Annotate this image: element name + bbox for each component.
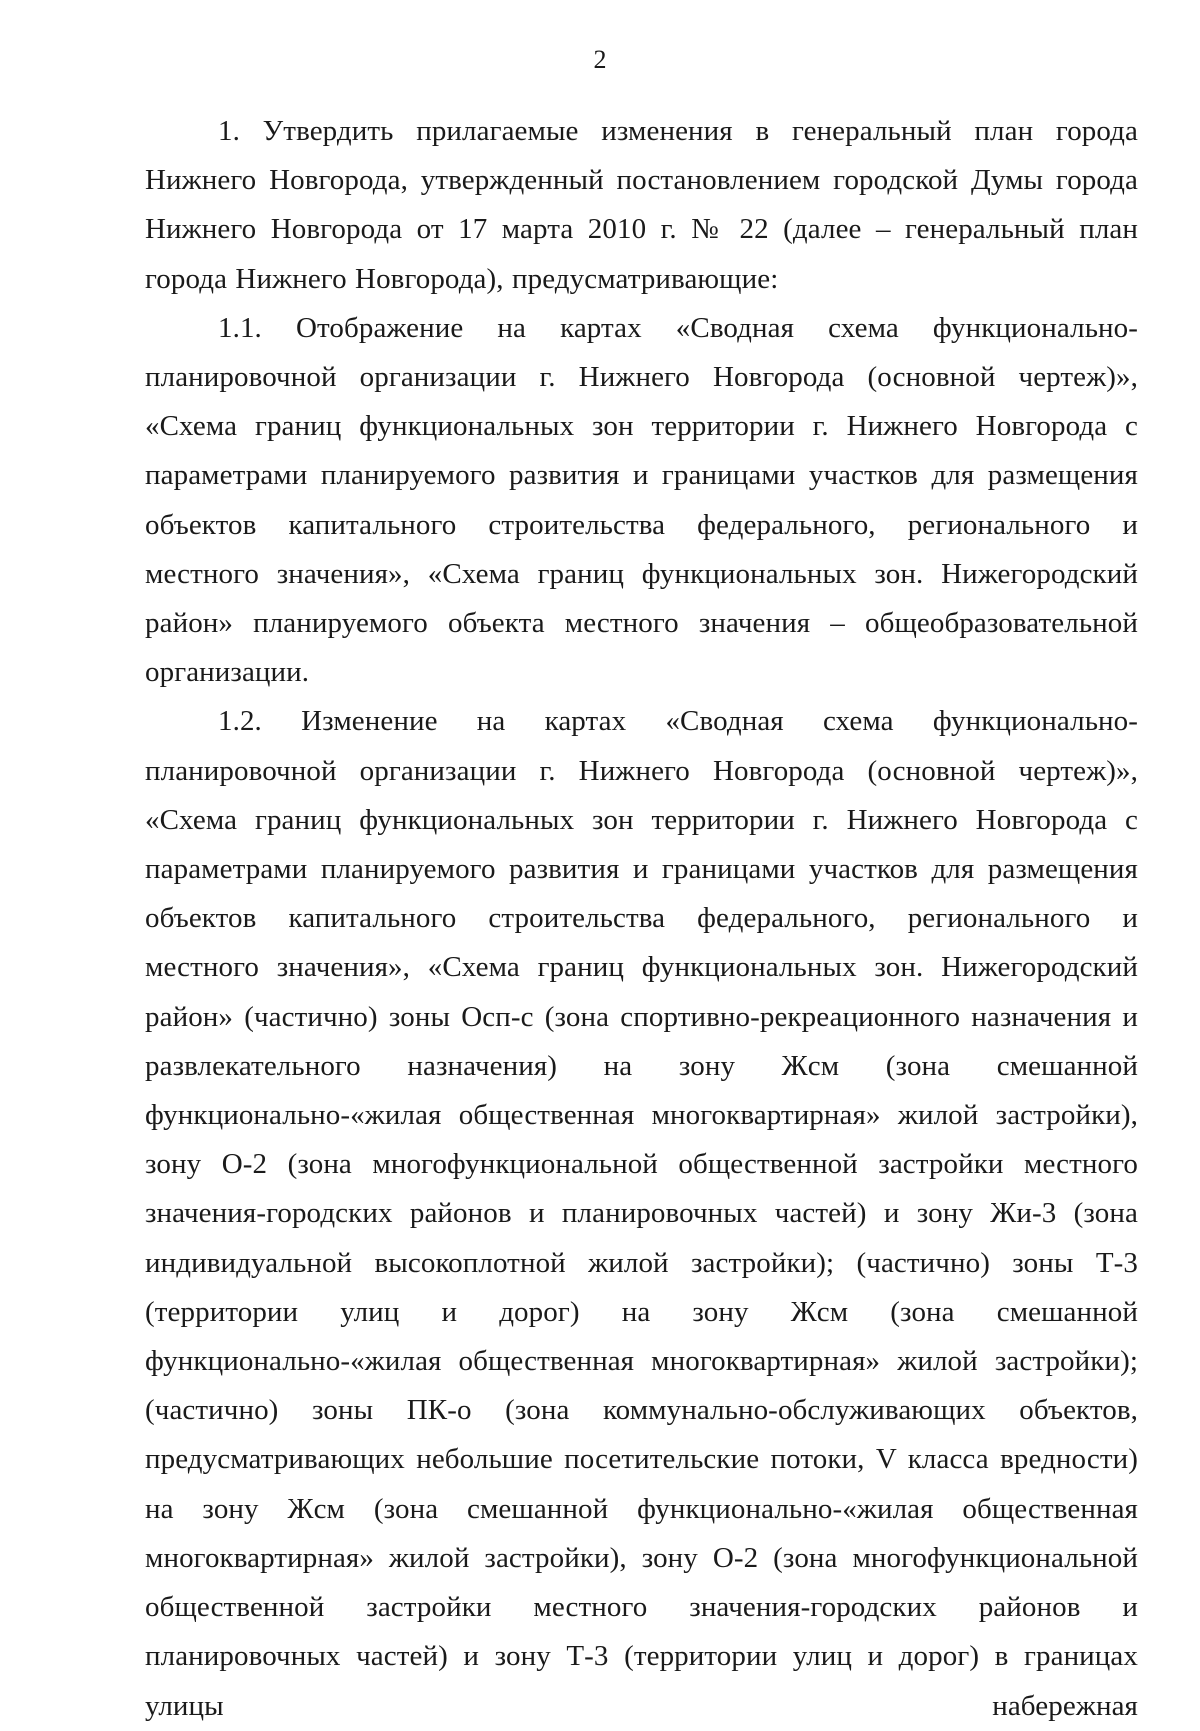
paragraph-1-approve-changes: 1. Утвердить прилагаемые изменения в генеральный план города Нижнего Новгорода, утвержденный постановлением городской Думы города Нижнего Новгорода от 17 марта 2010 г. № 22 (далее – генеральный план города Нижнего Новгорода), предусматривающие: bbox=[145, 115, 1138, 295]
paragraph-1-1-display-on-maps: 1.1. Отображение на картах «Сводная схема функционально-планировочной организации г. Нижнего Новгорода (основной чертеж)», «Схема границ функциональных зон территории г. Нижнего Новгорода с параметрами планируемого развития и границами участков для размещения объектов капитального строительства федерального, регионального и местного значения», «Схема границ функциональных зон. Нижегородский район» планируемого объекта местного значения – общеобразовательной организации. bbox=[145, 311, 1138, 689]
page-number: 2 bbox=[593, 45, 607, 74]
paragraph-1-2-change-on-maps: 1.2. Изменение на картах «Сводная схема функционально-планировочной организации г. Нижнего Новгорода (основной чертеж)», «Схема границ функциональных зон территории г. Нижнего Новгорода с параметрами планируемого развития и границами участков для размещения объектов капитального строительства федерального, регионального и местного значения», «Схема границ функциональных зон. Нижегородский район» (частично) зоны Осп-с (зона спортивно-рекреационного назначения и развлекательного назначения) на зону Жсм (зона смешанной функционально-«жилая общественная многоквартирная» жилой застройки), зону О-2 (зона многофункциональной общественной застройки местного значения-городских районов и планировочных частей) и зону Жи-3 (зона индивидуальной высокоплотной жилой застройки); (частично) зоны Т-3 (территории улиц и дорог) на зону Жсм (зона смешанной функционально-«жилая общественная многоквартирная» жилой застройки); (частично) зоны ПК-о (зона коммунально-обслуживающих объектов, предусматривающих небольшие посетительские потоки, V класса вредности) на зону Жсм (зона смешанной функционально-«жилая общественная многоквартирная» жилой застройки), зону О-2 (зона многофункциональной общественной застройки местного значения-городских районов и планировочных частей) и зону Т-3 (территории улиц и дорог) в границах улицы набережная bbox=[145, 705, 1138, 1722]
document-body bbox=[145, 107, 1138, 1731]
